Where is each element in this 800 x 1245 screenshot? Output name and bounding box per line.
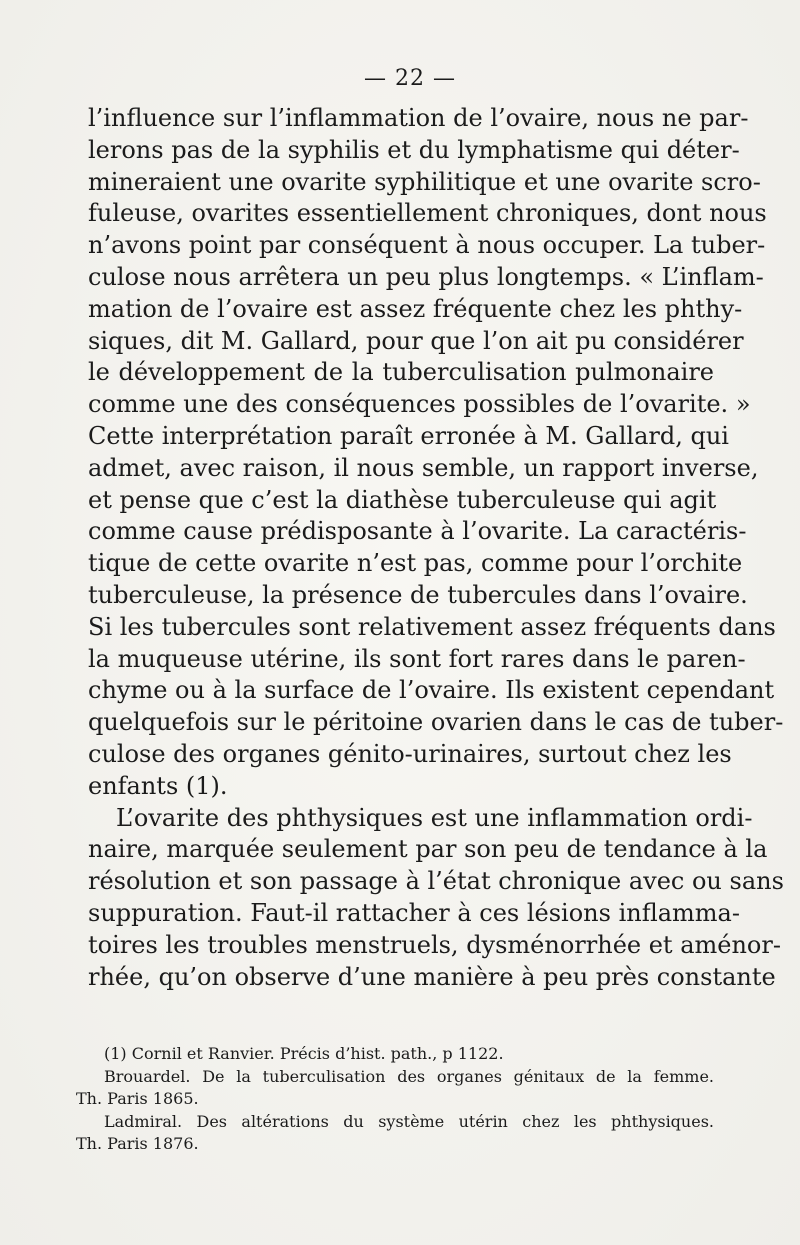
footnote-line: Th. Paris 1876. xyxy=(76,1134,199,1153)
text-line: L’ovarite des phthysiques est une inflammation ordi- xyxy=(116,803,753,832)
text-line: suppuration. Faut-il rattacher à ces lésions inflamma- xyxy=(88,898,740,927)
text-line: mation de l’ovaire est assez fréquente chez les phthy- xyxy=(88,294,743,323)
text-line: comme une des conséquences possibles de l’ovarite. » xyxy=(88,390,751,419)
text-line: naire, marquée seulement par son peu de tendance à la xyxy=(88,835,768,864)
footnote-line: Th. Paris 1865. xyxy=(76,1089,199,1108)
text-line: fuleuse, ovarites essentiellement chroniques, dont nous xyxy=(88,199,767,228)
text-line: siques, dit M. Gallard, pour que l’on ait pu considérer xyxy=(88,326,744,355)
text-line: Si les tubercules sont relativement assez fréquents dans xyxy=(88,612,776,641)
text-line: résolution et son passage à l’état chronique avec ou sans xyxy=(88,867,784,896)
footnote-line: Ladmiral. Des altérations du système utérin chez les phthysiques. xyxy=(104,1111,714,1131)
text-line: et pense que c’est la diathèse tuberculeuse qui agit xyxy=(88,485,717,514)
text-line: l’influence sur l’inflammation de l’ovaire, nous ne par- xyxy=(88,104,749,132)
text-line: comme cause prédisposante à l’ovarite. La caractéris- xyxy=(88,517,747,546)
text-line: tuberculeuse, la présence de tubercules dans l’ovaire. xyxy=(88,580,748,609)
text-line: toires les troubles menstruels, dysménorrhée et aménor- xyxy=(88,930,781,959)
text-line: mineraient une ovarite syphilitique et une ovarite scro- xyxy=(88,167,761,196)
body-text xyxy=(88,103,784,993)
text-line: enfants (1). xyxy=(88,771,228,800)
text-line: admet, avec raison, il nous semble, un rapport inverse, xyxy=(88,453,759,482)
footnote-line: Brouardel. De la tuberculisation des organes génitaux de la femme. xyxy=(104,1066,714,1086)
text-line: rhée, qu’on observe d’une manière à peu près constante xyxy=(88,962,776,991)
text-line: n’avons point par conséquent à nous occuper. La tuber- xyxy=(88,231,766,260)
footnotes xyxy=(76,1043,714,1156)
text-line: la muqueuse utérine, ils sont fort rares dans le paren- xyxy=(88,644,746,673)
text-line: culose des organes génito-urinaires, surtout chez les xyxy=(88,739,732,768)
text-line: tique de cette ovarite n’est pas, comme pour l’orchite xyxy=(88,549,743,578)
text-line: lerons pas de la syphilis et du lymphatisme qui déter- xyxy=(88,135,740,164)
footnote-line: (1) Cornil et Ranvier. Précis d’hist. path., p 1122. xyxy=(104,1044,504,1063)
page-number: — 22 — xyxy=(364,66,456,91)
text-line: quelquefois sur le péritoine ovarien dans le cas de tuber- xyxy=(88,708,784,737)
text-line: chyme ou à la surface de l’ovaire. Ils existent cependant xyxy=(88,676,775,705)
text-line: culose nous arrêtera un peu plus longtemps. « L’inflam- xyxy=(88,262,764,291)
text-line: Cette interprétation paraît erronée à M. Gallard, qui xyxy=(88,421,729,450)
text-line: le développement de la tuberculisation pulmonaire xyxy=(88,358,714,387)
